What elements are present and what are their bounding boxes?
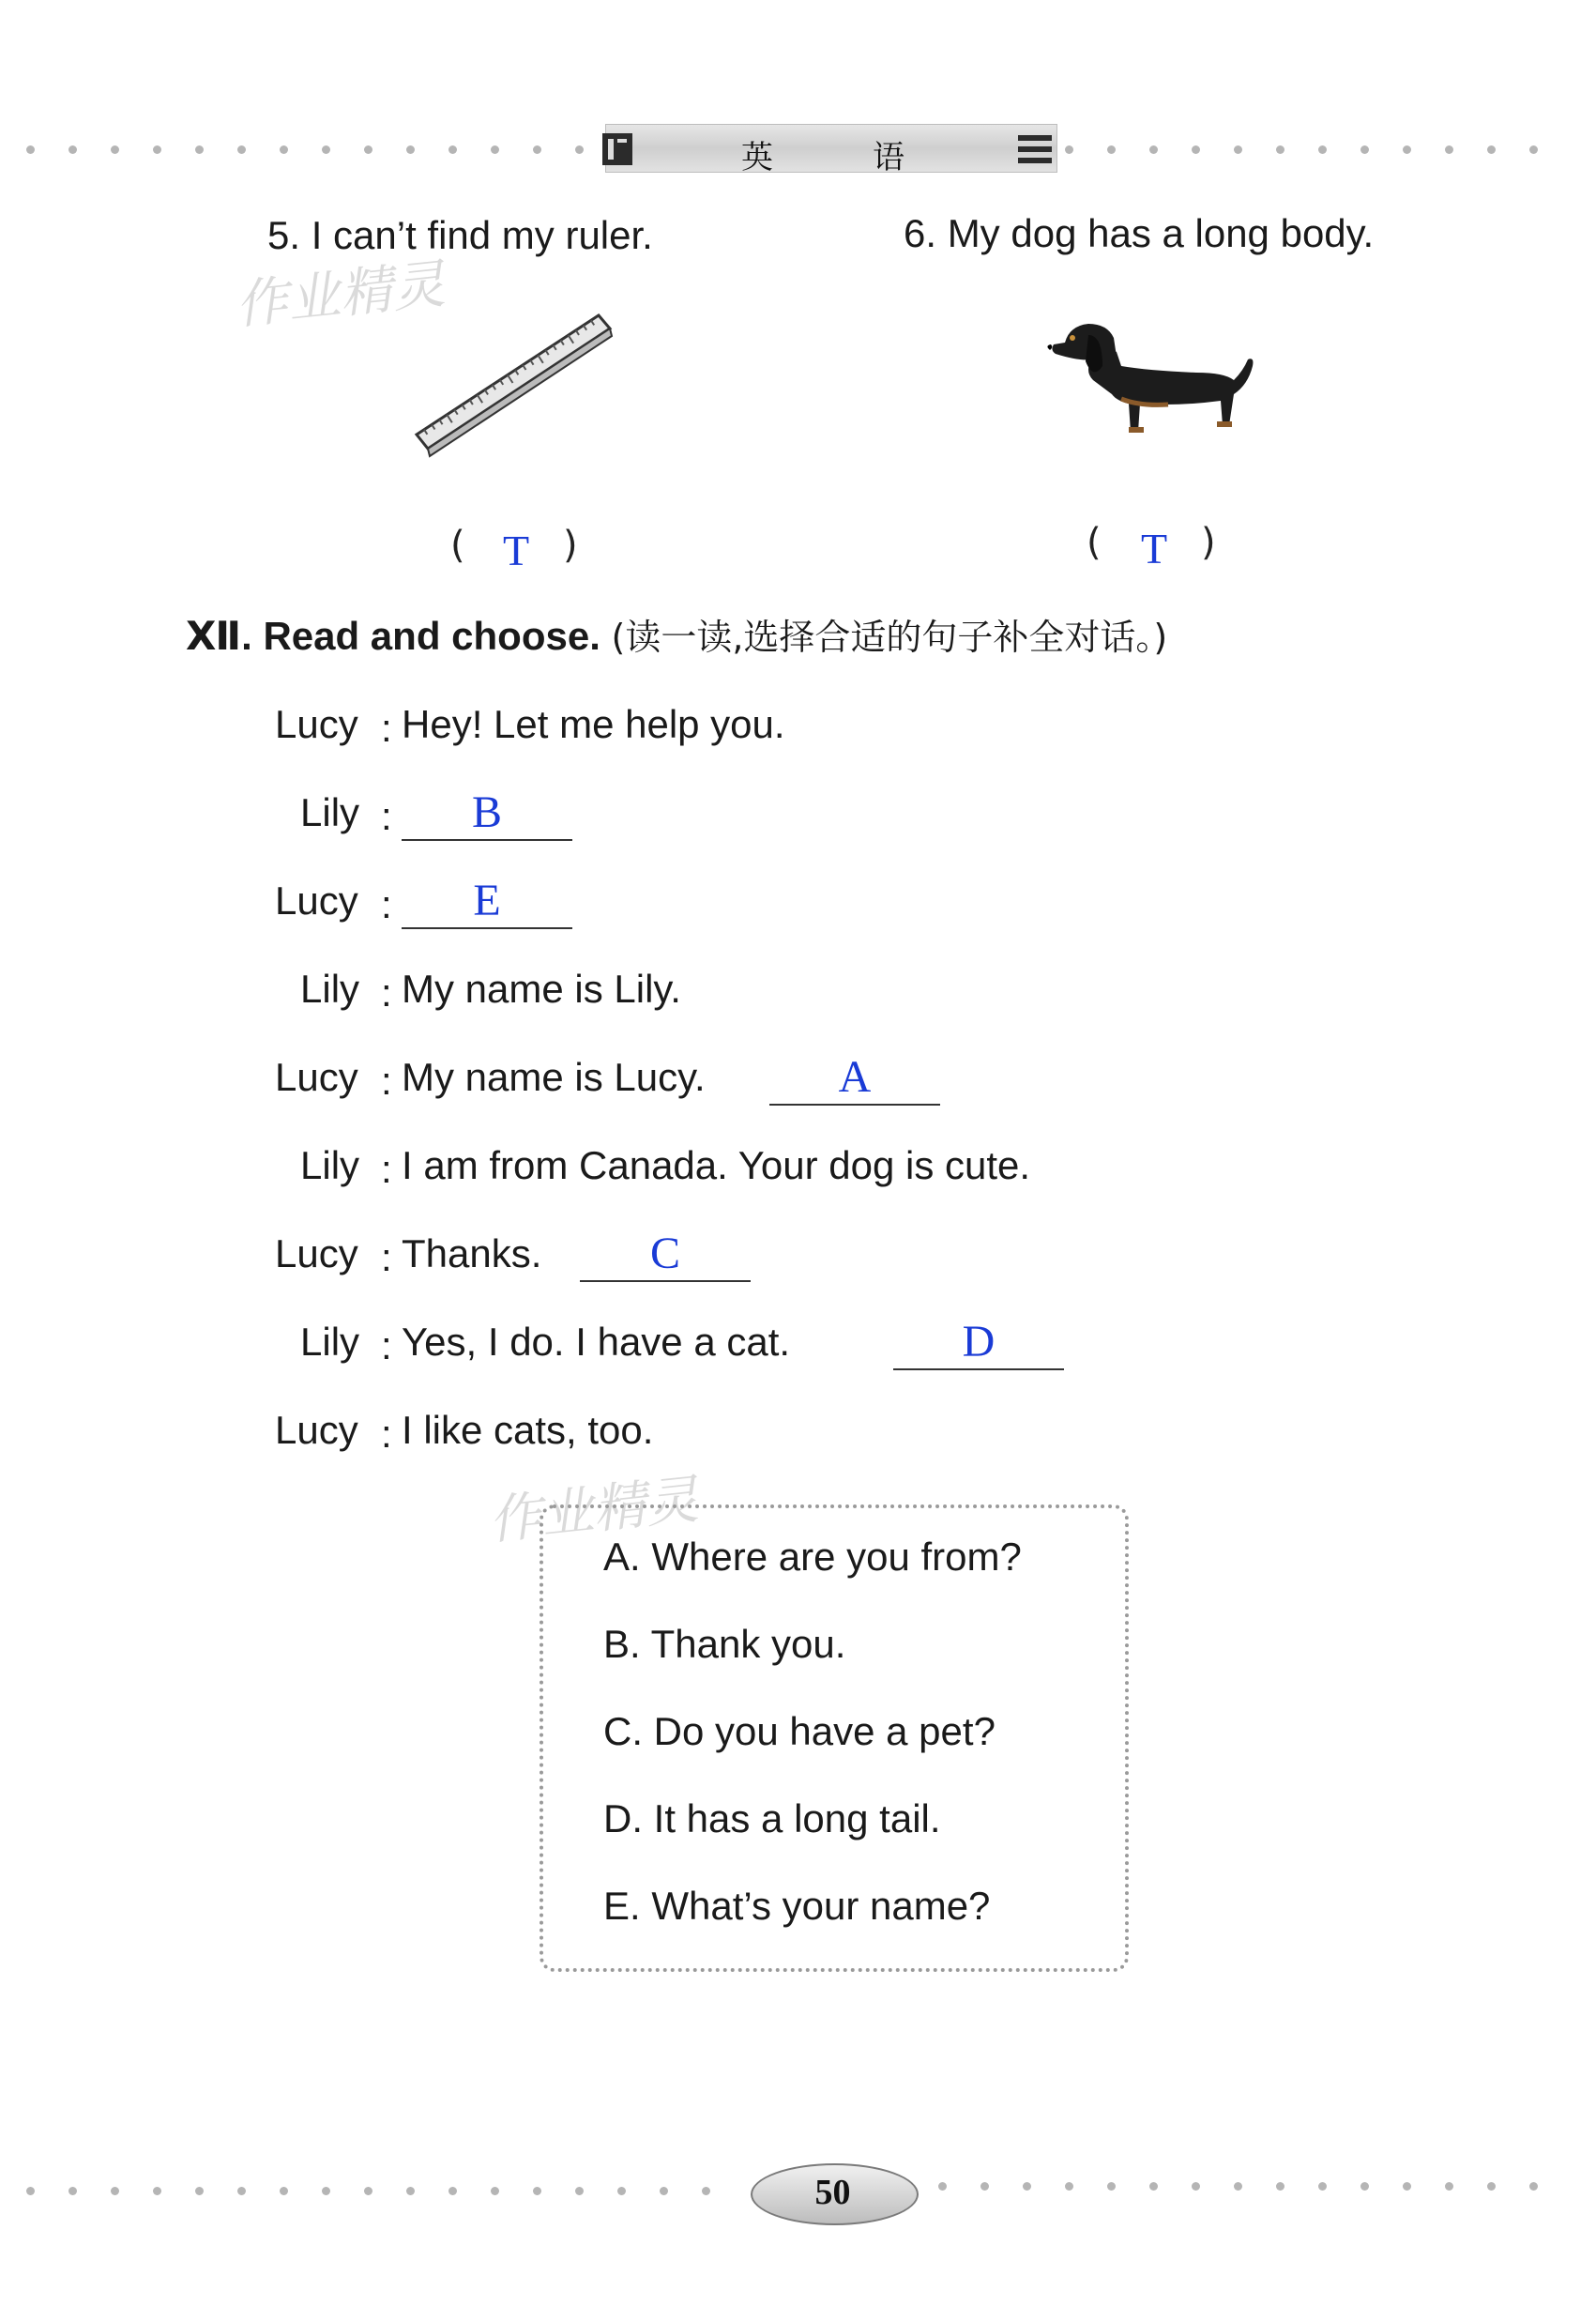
answer-letter: D bbox=[962, 1317, 996, 1367]
option-item: A. Where are you from? bbox=[603, 1535, 1022, 1579]
dot bbox=[448, 145, 457, 154]
dialogue-text: My name is Lily. bbox=[402, 967, 681, 1011]
dot bbox=[26, 2187, 35, 2195]
dot bbox=[533, 2187, 541, 2195]
dot bbox=[575, 2187, 584, 2195]
dot bbox=[491, 2187, 499, 2195]
question-5-answer[interactable]: T bbox=[502, 527, 530, 574]
answer-blank[interactable] bbox=[769, 1051, 940, 1106]
option-item: B. Thank you. bbox=[603, 1622, 846, 1666]
dialogue-speaker: Lily bbox=[300, 967, 360, 1011]
answer-blank[interactable] bbox=[580, 1228, 751, 1282]
dialogue-speaker: Lily bbox=[300, 1143, 360, 1187]
option-item: C. Do you have a pet? bbox=[603, 1709, 996, 1753]
footer-dots-left bbox=[26, 2187, 739, 2196]
question-5-close-paren: ) bbox=[563, 524, 578, 567]
header-dots-left bbox=[26, 145, 589, 155]
header-dots-right bbox=[1065, 145, 1572, 155]
question-5-open-paren: ( bbox=[450, 524, 465, 567]
dot bbox=[980, 2182, 989, 2191]
dot bbox=[406, 145, 415, 154]
dot bbox=[322, 2187, 330, 2195]
option-item: D. It has a long tail. bbox=[603, 1796, 941, 1840]
shelf-icon bbox=[1016, 133, 1056, 167]
dog-icon bbox=[1037, 314, 1262, 455]
dialogue-speaker: Lily bbox=[300, 790, 360, 834]
dot bbox=[153, 2187, 161, 2195]
dot bbox=[1360, 145, 1369, 154]
dialogue-colon: : bbox=[381, 794, 392, 838]
dot bbox=[1276, 145, 1284, 154]
dialogue-colon: : bbox=[381, 706, 392, 750]
dot bbox=[1149, 2182, 1158, 2191]
answer-blank[interactable] bbox=[402, 786, 572, 841]
dot bbox=[1529, 145, 1538, 154]
page-number: 50 bbox=[814, 2173, 851, 2212]
dot bbox=[1318, 2182, 1327, 2191]
book-icon bbox=[600, 130, 638, 169]
dot bbox=[1234, 2182, 1242, 2191]
dialogue-text: I am from Canada. Your dog is cute. bbox=[402, 1143, 1031, 1187]
section-number: Ⅻ. bbox=[186, 614, 252, 658]
watermark-2: 作业精灵 bbox=[485, 1469, 702, 1552]
answer-blank[interactable] bbox=[402, 875, 572, 929]
dialogue-text: I like cats, too. bbox=[402, 1408, 654, 1452]
dot bbox=[237, 2187, 246, 2195]
dot bbox=[237, 145, 246, 154]
dialogue-text: Hey! Let me help you. bbox=[402, 702, 785, 746]
dot bbox=[938, 2182, 947, 2191]
dialogue-colon: : bbox=[381, 1323, 392, 1367]
question-6-answer[interactable]: T bbox=[1140, 525, 1168, 573]
dot bbox=[533, 145, 541, 154]
dialogue-colon: : bbox=[381, 1412, 392, 1456]
dot bbox=[702, 2187, 710, 2195]
dot bbox=[491, 145, 499, 154]
dot bbox=[68, 145, 77, 154]
dialogue-text: Thanks. bbox=[402, 1231, 542, 1275]
question-5-text: 5. I can’t find my ruler. bbox=[267, 213, 653, 257]
dot bbox=[322, 145, 330, 154]
answer-letter: B bbox=[471, 787, 502, 837]
dialogue-speaker: Lucy bbox=[275, 878, 358, 923]
dot bbox=[1487, 145, 1496, 154]
dot bbox=[1192, 2182, 1200, 2191]
dot bbox=[1149, 145, 1158, 154]
answer-letter: E bbox=[473, 876, 501, 925]
dot bbox=[364, 145, 372, 154]
watermark: 作业精灵 bbox=[232, 253, 448, 337]
dialogue-colon: : bbox=[381, 1147, 392, 1191]
dot bbox=[406, 2187, 415, 2195]
dot bbox=[1065, 2182, 1073, 2191]
dot bbox=[1107, 145, 1116, 154]
dot bbox=[1360, 2182, 1369, 2191]
option-item: E. What’s your name? bbox=[603, 1884, 991, 1928]
section-instruction: (读一读,选择合适的句子补全对话。) bbox=[611, 617, 1168, 658]
dialogue-colon: : bbox=[381, 882, 392, 926]
answer-blank[interactable] bbox=[893, 1316, 1064, 1370]
header-bar bbox=[605, 124, 1057, 173]
dot bbox=[153, 145, 161, 154]
dot bbox=[1276, 2182, 1284, 2191]
dot bbox=[1065, 145, 1073, 154]
dot bbox=[660, 2187, 668, 2195]
dot bbox=[364, 2187, 372, 2195]
answer-letter: C bbox=[649, 1229, 680, 1278]
dot bbox=[1318, 145, 1327, 154]
section-heading: Read and choose. bbox=[263, 614, 600, 658]
dot bbox=[448, 2187, 457, 2195]
dot bbox=[111, 2187, 119, 2195]
dot bbox=[195, 2187, 204, 2195]
dot bbox=[575, 145, 584, 154]
dot bbox=[1529, 2182, 1538, 2191]
dot bbox=[1403, 145, 1411, 154]
footer-dots-right bbox=[938, 2182, 1576, 2191]
dot bbox=[1487, 2182, 1496, 2191]
dialogue-colon: : bbox=[381, 1059, 392, 1103]
dot bbox=[195, 145, 204, 154]
dot bbox=[1234, 145, 1242, 154]
answer-letter: A bbox=[838, 1052, 872, 1102]
dot bbox=[111, 145, 119, 154]
dialogue-colon: : bbox=[381, 970, 392, 1015]
question-6-open-paren: ( bbox=[1087, 521, 1102, 564]
dot bbox=[1023, 2182, 1031, 2191]
header-subject-char-2: 语 bbox=[873, 139, 904, 176]
question-6-close-paren: ) bbox=[1201, 521, 1216, 564]
dialogue-speaker: Lucy bbox=[275, 1055, 358, 1099]
dialogue-text: My name is Lucy. bbox=[402, 1055, 706, 1099]
dot bbox=[26, 145, 35, 154]
dot bbox=[68, 2187, 77, 2195]
dot bbox=[1445, 145, 1453, 154]
dot bbox=[1107, 2182, 1116, 2191]
dot bbox=[280, 2187, 288, 2195]
dialogue-text: Yes, I do. I have a cat. bbox=[402, 1320, 791, 1364]
dot bbox=[1192, 145, 1200, 154]
dot bbox=[1445, 2182, 1453, 2191]
dot bbox=[1403, 2182, 1411, 2191]
dialogue-speaker: Lucy bbox=[275, 1231, 358, 1275]
dialogue-speaker: Lucy bbox=[275, 702, 358, 746]
dialogue-speaker: Lucy bbox=[275, 1408, 358, 1452]
dialogue-speaker: Lily bbox=[300, 1320, 360, 1364]
dialogue-colon: : bbox=[381, 1235, 392, 1279]
ruler-icon bbox=[411, 308, 617, 467]
header-subject-char-1: 英 bbox=[741, 139, 773, 176]
dot bbox=[617, 2187, 626, 2195]
dot bbox=[280, 145, 288, 154]
question-6-text: 6. My dog has a long body. bbox=[904, 211, 1375, 255]
section-title bbox=[186, 608, 1167, 660]
